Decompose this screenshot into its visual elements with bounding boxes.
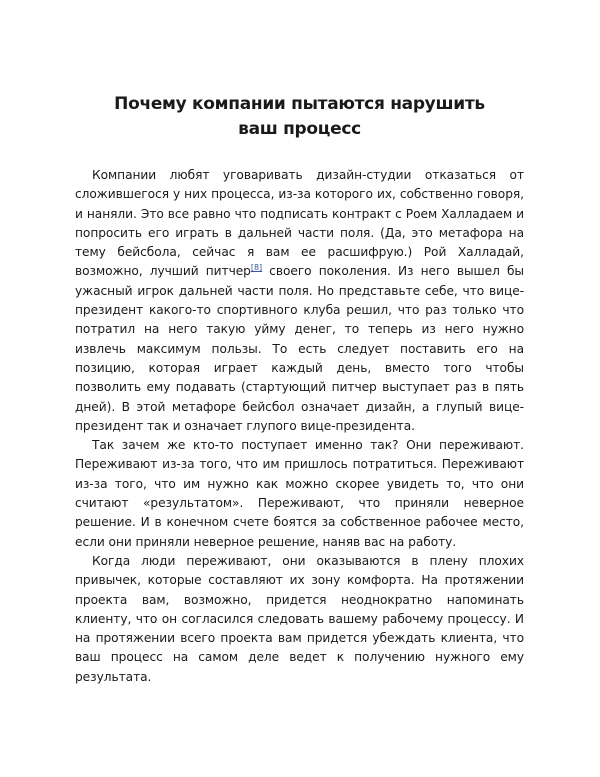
page-content [75,92,524,687]
paragraph-1-text-a: Компании любят уговаривать дизайн-студии отказаться от сложившегося у них процесса, из-за которого их, собственно говоря, и наняли. Это все равно что подписать контракт с Роем Халладаем и попросить его играть в дальней части поля. (Да, это метафора на тему бейсбола, сейчас я вам ее расшифрую.) Рой Халладай, возможно, лучший питчер [75,168,524,279]
paragraph-1-text-b: своего поколения. Из него вышел бы ужасный игрок дальней части поля. Но представьте себе, что вице-президент какого-то спортивного клуба решил, что раз только что потратил на него такую уйму денег, то теперь из него нужно извлечь максимум пользы. То есть следует поставить его на позицию, которая играет каждый день, вместо того чтобы позволить ему подавать (стартующий питчер выступает раз в пять дней). В этой метафоре бейсбол означает дизайн, а глупый вице-президент так и означает глупого вице-президента. [75,264,524,433]
chapter-title-line-2: ваш процесс [238,119,361,139]
paragraph-3: Когда люди переживают, они оказываются в плену плохих привычек, которые составляют их зону комфорта. На протяжении проекта вам, возможно, придется неоднократно напоминать клиенту, что он согласился следовать вашему рабочему процессу. И на протяжении всего проекта вам придется убеждать клиента, что ваш процесс на самом деле ведет к получению нужного ему результата. [75,553,524,684]
chapter-title-line-1: Почему компании пытаются нарушить [114,94,485,114]
chapter-title [75,92,524,142]
paragraph-2: Так зачем же кто-то поступает именно так? Они переживают. Переживают из-за того, что им пришлось потратиться. Переживают из-за того, что им нужно как можно скорее увидеть то, что они считают «результатом». Переживают, что приняли неверное решение. И в конечном счете боятся за собственное рабочее место, если они приняли неверное решение, наняв вас на работу. [75,438,524,549]
footnote-link[interactable]: [8] [250,263,263,273]
paragraph-1 [75,166,524,436]
